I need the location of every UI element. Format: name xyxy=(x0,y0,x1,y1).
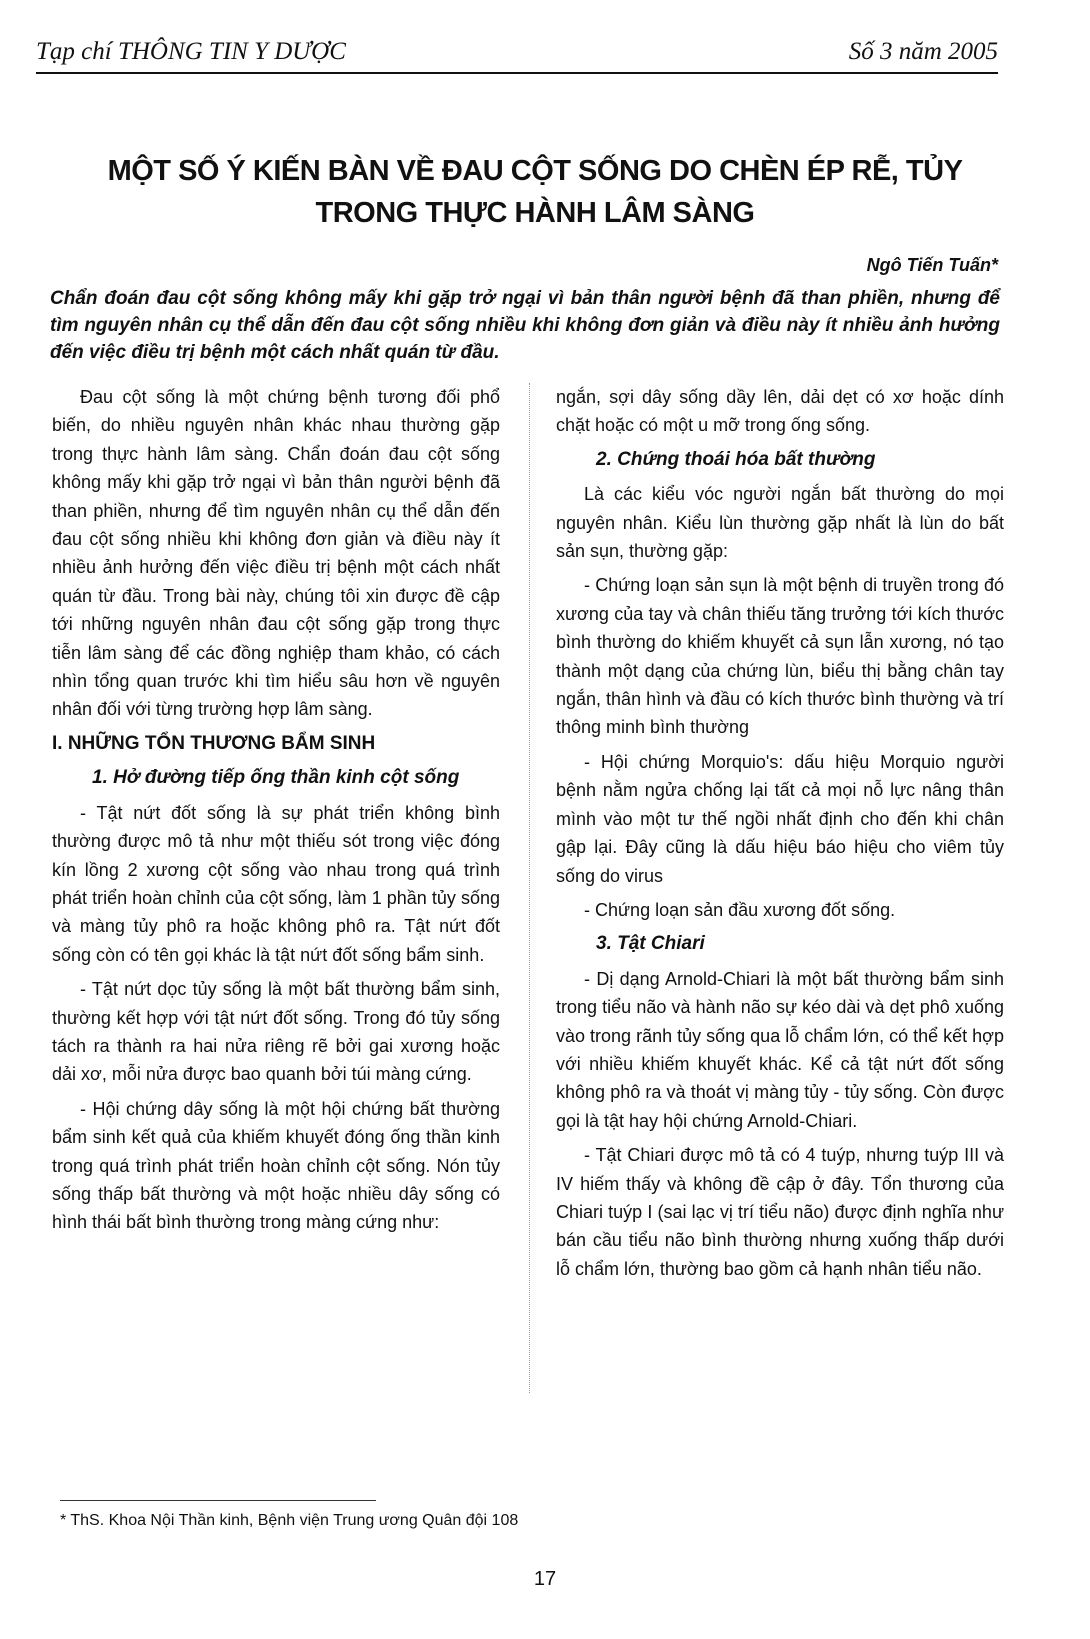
subsection-heading: 1. Hở đường tiếp ống thần kinh cột sống xyxy=(92,767,460,789)
running-header xyxy=(36,38,998,74)
article-title xyxy=(60,150,1010,234)
paragraph: - Dị dạng Arnold-Chiari là một bất thường bẩm sinh trong tiểu não và hành não sự kéo dài và dẹt phô xuống vào trong rãnh tủy sống qua lỗ chẩm lớn, có thể kết hợp với nhiều khiếm khuyết khác. Kể cả tật nứt đốt sống không phô ra và thoát vị màng tủy - tủy sống. Còn được gọi là tật hay hội chứng Arnold-Chiari. xyxy=(556,968,1004,1131)
right-column xyxy=(556,383,1004,1289)
paragraph: - Hội chứng Morquio's: dấu hiệu Morquio người bệnh nằm ngửa chống lại tất cả mọi nỗ lực nâng thân mình vào một tư thế ngồi nhất định cho đến khi chân gập lại. Đây cũng là dấu hiệu báo hiệu cho viêm tủy sống do virus xyxy=(556,751,1004,886)
paragraph: - Tật nứt dọc tủy sống là một bất thường bẩm sinh, thường kết hợp với tật nứt đốt sống. Trong đó tủy sống tách ra thành ra hai nửa riêng rẽ bởi gai xương hoặc dải xơ, mỗi nửa được bao quanh bởi túi màng cứng. xyxy=(52,979,500,1085)
title-line-2: TRONG THỰC HÀNH LÂM SÀNG xyxy=(315,197,755,229)
intro-paragraph: Đau cột sống là một chứng bệnh tương đối phổ biến, do nhiều nguyên nhân khác nhau thường gặp trong thực hành lâm sàng. Chẩn đoán đau cột sống không mấy khi gặp trở ngại vì bản thân người bệnh đã than phiền, nhưng để tìm nguyên nhân cụ thể dẫn đến đau cột sống nhiều khi không đơn giản và điều này ít nhiều ảnh hưởng đến việc điều trị bệnh một cách nhất quán từ đầu. Trong bài này, chúng tôi xin được đề cập tới những nguyên nhân đau cột sống gặp trong thực tiễn lâm sàng để các đồng nghiệp tham khảo, có cách nhìn tổng quan trước khi tìm hiểu sâu hơn về nguyên nhân đối với từng trường hợp lâm sàng. xyxy=(52,387,500,720)
paragraph: - Chứng loạn sản sụn là một bệnh di truyền trong đó xương của tay và chân thiếu tăng trưởng tới kích thước bình thường do khiếm khuyết cả sụn lẫn xương, nó tạo thành một dạng của chứng lùn, biểu thị bằng chân tay ngắn, thân hình và đầu có kích thước bình thường và trí thông minh bình thường xyxy=(556,575,1004,738)
journal-name: Tạp chí THÔNG TIN Y DƯỢC xyxy=(36,38,346,65)
continued-paragraph: ngắn, sợi dây sống dầy lên, dải dẹt có xơ hoặc dính chặt hoặc có một u mỡ trong ống sống. xyxy=(556,387,1004,436)
title-line-1: MỘT SỐ Ý KIẾN BÀN VỀ ĐAU CỘT SỐNG DO CHÈN ÉP RỄ, TỦY xyxy=(107,155,963,187)
section-heading: I. NHỮNG TỔN THƯƠNG BẨM SINH xyxy=(52,732,376,754)
footnote-rule xyxy=(60,1500,376,1501)
column-divider xyxy=(529,383,530,1393)
abstract: Chẩn đoán đau cột sống không mấy khi gặp trở ngại vì bản thân người bệnh đã than phiền, nhưng để tìm nguyên nhân cụ thể dẫn đến đau cột sống nhiều khi không đơn giản và điều này ít nhiều ảnh hưởng đến việc điều trị bệnh một cách nhất quán từ đầu. xyxy=(50,288,1000,363)
page-number: 17 xyxy=(533,1568,557,1590)
author-name: Ngô Tiến Tuấn* xyxy=(866,255,998,275)
left-column xyxy=(52,383,500,1243)
subsection-heading: 2. Chứng thoái hóa bất thường xyxy=(596,448,876,470)
footnote: * ThS. Khoa Nội Thần kinh, Bệnh viện Trung ương Quân đội 108 xyxy=(60,1512,519,1529)
paragraph: - Tật nứt đốt sống là sự phát triển không bình thường được mô tả như một thiếu sót trong việc đóng kín lồng 2 xương cột sống vào nhau trong quá trình phát triển hoàn chỉnh của cột sống, làm 1 phần tủy sống và màng tủy phô ra hoặc không phô ra. Tật nứt đốt sống còn có tên gọi khác là tật nứt đốt sống bẩm sinh. xyxy=(52,802,500,965)
paragraph: - Tật Chiari được mô tả có 4 tuýp, nhưng tuýp III và IV hiếm thấy và không đề cập ở đây. Tổn thương của Chiari tuýp I (sai lạc vị trí tiểu não) được định nghĩa như bán cầu tiểu não bình thường nhưng xuống thấp dưới lỗ chẩm lớn, thường bao gồm cả hạnh nhân tiểu não. xyxy=(556,1145,1004,1279)
paragraph: Là các kiểu vóc người ngắn bất thường do mọi nguyên nhân. Kiểu lùn thường gặp nhất là lùn do bất sản sụn, thường gặp: xyxy=(556,484,1004,562)
subsection-heading: 3. Tật Chiari xyxy=(596,933,705,955)
paragraph: - Chứng loạn sản đầu xương đốt sống. xyxy=(584,899,896,920)
issue-number: Số 3 năm 2005 xyxy=(848,38,998,65)
paragraph: - Hội chứng dây sống là một hội chứng bất thường bẩm sinh kết quả của khiếm khuyết đóng ống thần kinh trong quá trình phát triển hoàn chỉnh cột sống. Nón tủy sống thấp bất thường và một hoặc nhiều dây sống có hình thái bất bình thường trong màng cứng như: xyxy=(52,1098,500,1233)
